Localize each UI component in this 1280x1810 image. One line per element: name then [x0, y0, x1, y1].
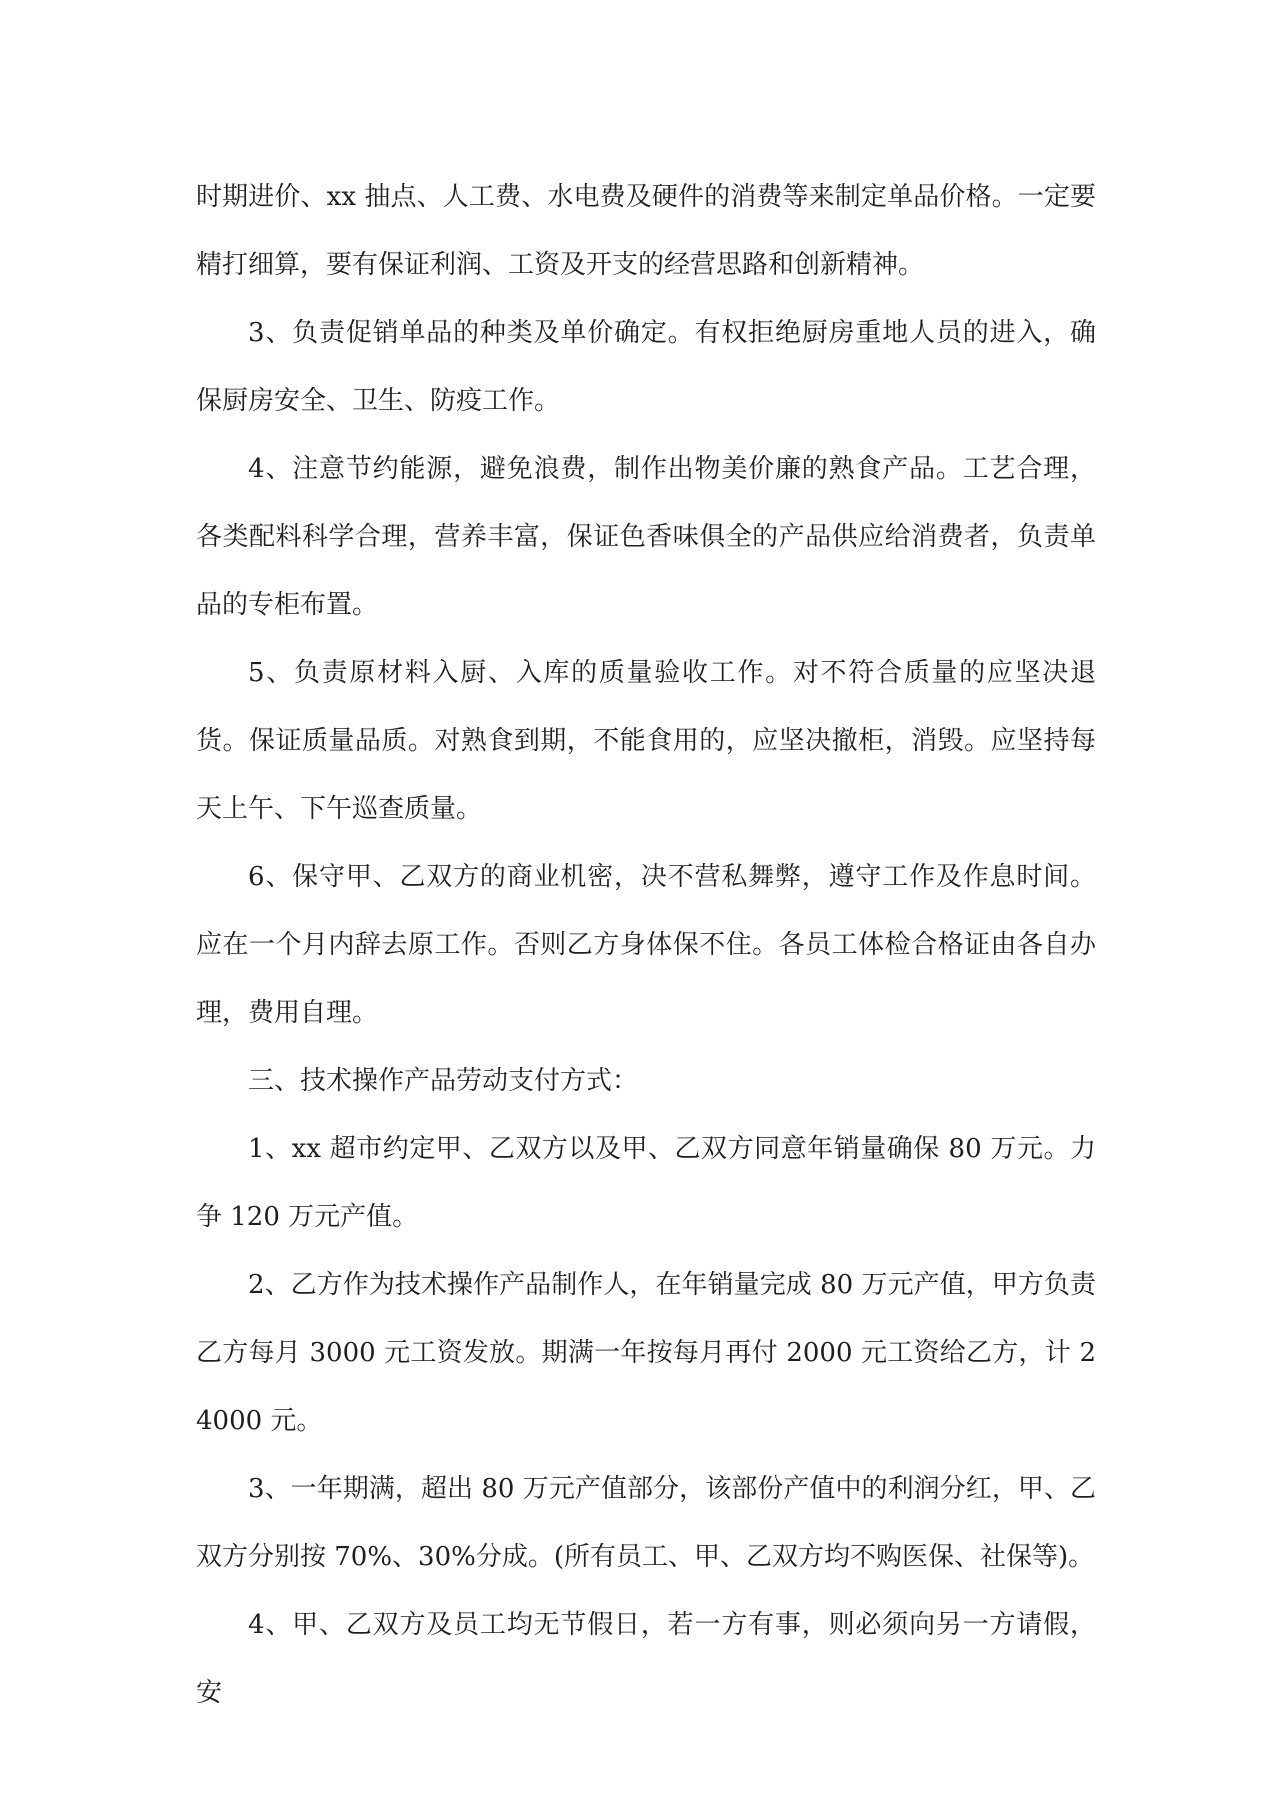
section-heading-payment: 三、技术操作产品劳动支付方式：: [248, 1066, 639, 1096]
paragraph-payment-4: 4、甲、乙双方及员工均无节假日，若一方有事，则必须向另一方请假，安: [196, 1610, 1096, 1708]
paragraph-payment-3: 3、一年期满，超出 80 万元产值部分，该部份产值中的利润分红，甲、乙双方分别按 70%、30%分成。(所有员工、甲、乙双方均不购医保、社保等)。: [196, 1474, 1096, 1572]
paragraph-item-5-quality: 5、负责原材料入厨、入库的质量验收工作。对不符合质量的应坚决退货。保证质量品质。对熟食到期，不能食用的，应坚决撤柜，消毁。应坚持每天上午、下午巡查质量。: [196, 658, 1096, 824]
paragraph-payment-2: 2、乙方作为技术操作产品制作人，在年销量完成 80 万元产值，甲方负责乙方每月 3000 元工资发放。期满一年按每月再付 2000 元工资给乙方，计 24000 元。: [196, 1270, 1096, 1436]
paragraph-payment-1: 1、xx 超市约定甲、乙双方以及甲、乙双方同意年销量确保 80 万元。力争 120 万元产值。: [196, 1134, 1096, 1232]
paragraph-continuation: 时期进价、xx 抽点、人工费、水电费及硬件的消费等来制定单品价格。一定要精打细算，要有保证利润、工资及开支的经营思路和创新精神。: [196, 182, 1096, 280]
document-body: [196, 163, 1096, 1727]
paragraph-item-4-energy: 4、注意节约能源，避免浪费，制作出物美价廉的熟食产品。工艺合理，各类配料科学合理，营养丰富，保证色香味俱全的产品供应给消费者，负责单品的专柜布置。: [196, 454, 1096, 620]
paragraph-item-3-promotion: 3、负责促销单品的种类及单价确定。有权拒绝厨房重地人员的进入，确保厨房安全、卫生、防疫工作。: [196, 318, 1096, 416]
paragraph-item-6-confidentiality: 6、保守甲、乙双方的商业机密，决不营私舞弊，遵守工作及作息时间。应在一个月内辞去原工作。否则乙方身体保不住。各员工体检合格证由各自办理，费用自理。: [196, 862, 1096, 1028]
